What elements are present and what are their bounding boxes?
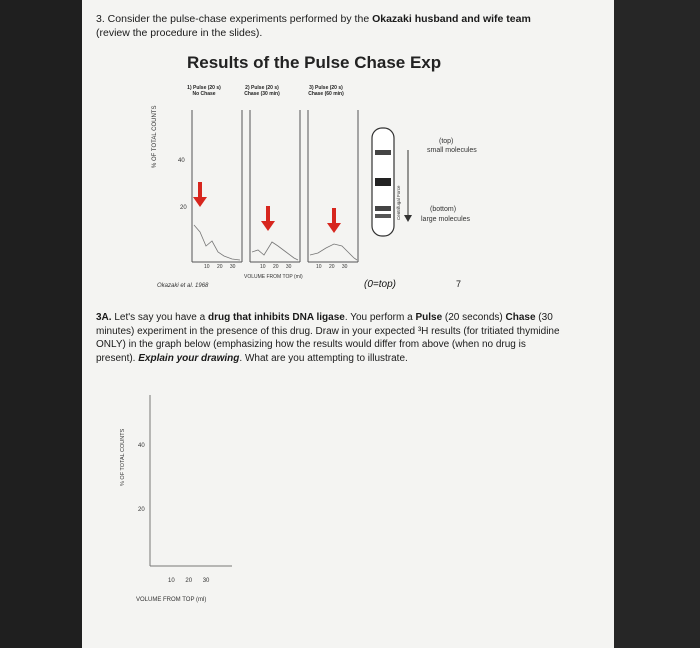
slide-x-ticks-1: 10 20 30 bbox=[204, 264, 236, 270]
slide-y-tick-40: 40 bbox=[178, 158, 185, 164]
red-arrow-2-shaft bbox=[266, 206, 270, 222]
zero-top-note: (0=top) bbox=[364, 279, 396, 290]
slide-x-ticks-3: 10 20 30 bbox=[316, 264, 348, 270]
red-arrow-2-head bbox=[261, 221, 275, 231]
question-3a: 3A. Let's say you have a drug that inhibits DNA ligase. You perform a Pulse (20 seconds) Chase (30 minutes) experiment in the presence of this drug. Draw in your expected ³H results (for tritiated thymidine ONLY) in the graph below (emphasizing how the results would differ from above (when no drug is present). Explain your drawing. What are you attempting to illustrate. bbox=[96, 312, 560, 364]
panel-header-3: 3) Pulse (20 s) Chase (60 min) bbox=[308, 85, 344, 97]
slide-y-axis-label: % OF TOTAL COUNTS bbox=[152, 105, 158, 168]
question-emphasis: Okazaki husband and wife team bbox=[372, 13, 531, 25]
slide-x-axis-label: VOLUME FROM TOP (ml) bbox=[244, 274, 303, 280]
answer-y-tick-40: 40 bbox=[138, 443, 145, 449]
answer-y-axis-label: % OF TOTAL COUNTS bbox=[120, 428, 126, 486]
answer-y-tick-20: 20 bbox=[138, 507, 145, 513]
centrifugal-force-label: Centrifugal Force bbox=[396, 185, 401, 220]
panel-2-curve bbox=[252, 242, 298, 260]
panel-header-2: 2) Pulse (20 s) Chase (30 min) bbox=[244, 85, 280, 97]
panel-header-1: 1) Pulse (20 s) No Chase bbox=[187, 85, 221, 97]
slide-x-ticks-2: 10 20 30 bbox=[260, 264, 292, 270]
question-number: 3. bbox=[96, 13, 105, 25]
slide-number: 7 bbox=[456, 279, 462, 289]
panel-3-curve bbox=[310, 244, 357, 260]
centrifuge-tube bbox=[372, 128, 394, 236]
answer-x-axis-label: VOLUME FROM TOP (ml) bbox=[136, 597, 207, 603]
panel-1-curve bbox=[194, 225, 240, 260]
slide-citation: Okazaki et al. 1968 bbox=[157, 283, 209, 289]
slide-graphs bbox=[82, 0, 614, 310]
question-text: Consider the pulse-chase experiments performed by the bbox=[104, 13, 373, 25]
red-arrow-3-head bbox=[327, 223, 341, 233]
slide-y-tick-20: 20 bbox=[180, 205, 187, 211]
question-text-line2: (review the procedure in the slides). bbox=[96, 27, 263, 39]
tube-bottom-description: large molecules bbox=[421, 216, 471, 223]
desk-background-right bbox=[612, 0, 700, 648]
tube-top-label: (top) bbox=[439, 138, 454, 145]
tube-top-description: small molecules bbox=[427, 147, 477, 154]
slide-title: Results of the Pulse Chase Exp bbox=[187, 53, 442, 72]
worksheet-page bbox=[82, 0, 614, 648]
red-arrow-3-shaft bbox=[332, 208, 336, 224]
answer-x-ticks: 10 20 30 bbox=[168, 578, 210, 584]
red-arrow-1-shaft bbox=[198, 182, 202, 198]
red-arrow-1-head bbox=[193, 197, 207, 207]
tube-bottom-label: (bottom) bbox=[430, 206, 457, 213]
desk-background-left bbox=[0, 0, 82, 648]
blank-answer-graph[interactable] bbox=[82, 380, 614, 600]
